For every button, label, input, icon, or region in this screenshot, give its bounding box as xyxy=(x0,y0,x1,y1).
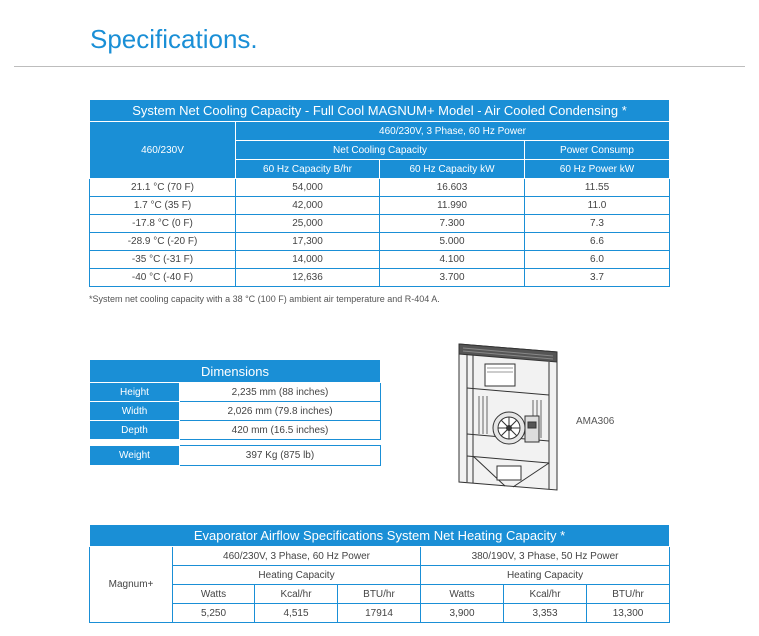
col-btu-60: BTU/hr xyxy=(338,585,421,604)
table-row xyxy=(90,215,670,233)
kw-cell: 5.000 xyxy=(380,233,525,251)
kw-cell: 7.300 xyxy=(380,215,525,233)
height-value: 2,235 mm (88 inches) xyxy=(180,383,381,402)
refrigeration-unit-illustration xyxy=(453,338,565,496)
table-row xyxy=(90,233,670,251)
cooling-row-header: 460/230V xyxy=(90,122,236,179)
watts-50-value: 3,900 xyxy=(421,604,504,623)
heating-capacity-table xyxy=(89,524,670,623)
table-row xyxy=(90,269,670,287)
model-label: AMA306 xyxy=(576,416,615,427)
btu-cell: 14,000 xyxy=(236,251,380,269)
temp-cell: -17.8 °C (0 F) xyxy=(90,215,236,233)
power-cell: 11.55 xyxy=(525,179,670,197)
header-divider xyxy=(14,66,745,67)
col-power-kw: 60 Hz Power kW xyxy=(525,160,670,179)
table-row xyxy=(90,197,670,215)
power-cell: 11.0 xyxy=(525,197,670,215)
cooling-table-title: System Net Cooling Capacity - Full Cool MAGNUM+ Model - Air Cooled Condensing * xyxy=(90,100,670,122)
width-value: 2,026 mm (79.8 inches) xyxy=(180,402,381,421)
table-row xyxy=(90,402,381,421)
heating-table-title: Evaporator Airflow Specifications System Net Heating Capacity * xyxy=(90,525,670,547)
dimensions-table xyxy=(89,359,381,440)
kw-cell: 16.603 xyxy=(380,179,525,197)
table-row xyxy=(90,421,381,440)
net-cooling-header: Net Cooling Capacity xyxy=(236,141,525,160)
table-row xyxy=(90,604,670,623)
page-title: Specifications. xyxy=(90,24,258,54)
weight-label: Weight xyxy=(90,446,180,466)
col-btu-50: BTU/hr xyxy=(587,585,670,604)
temp-cell: -28.9 °C (-20 F) xyxy=(90,233,236,251)
heating-row-header: Magnum+ xyxy=(90,547,173,623)
power-cell: 7.3 xyxy=(525,215,670,233)
power-cell: 6.0 xyxy=(525,251,670,269)
heating-capacity-60-header: Heating Capacity xyxy=(173,566,421,585)
btu-cell: 54,000 xyxy=(236,179,380,197)
btu-cell: 17,300 xyxy=(236,233,380,251)
cooling-footnote: *System net cooling capacity with a 38 °C (100 F) ambient air temperature and R-404 A. xyxy=(89,294,440,304)
power-50hz-header: 380/190V, 3 Phase, 50 Hz Power xyxy=(421,547,670,566)
col-capacity-kw: 60 Hz Capacity kW xyxy=(380,160,525,179)
weight-table xyxy=(89,445,381,466)
cooling-capacity-table xyxy=(89,99,670,287)
col-kcal-50: Kcal/hr xyxy=(504,585,587,604)
btu-cell: 42,000 xyxy=(236,197,380,215)
heating-capacity-50-header: Heating Capacity xyxy=(421,566,670,585)
dimensions-title: Dimensions xyxy=(90,360,381,383)
height-label: Height xyxy=(90,383,180,402)
width-label: Width xyxy=(90,402,180,421)
power-consump-header: Power Consump xyxy=(525,141,670,160)
temp-cell: -40 °C (-40 F) xyxy=(90,269,236,287)
col-kcal-60: Kcal/hr xyxy=(255,585,338,604)
table-row xyxy=(90,179,670,197)
temp-cell: 21.1 °C (70 F) xyxy=(90,179,236,197)
btu-cell: 25,000 xyxy=(236,215,380,233)
depth-label: Depth xyxy=(90,421,180,440)
temp-cell: 1.7 °C (35 F) xyxy=(90,197,236,215)
kcal-60-value: 4,515 xyxy=(255,604,338,623)
table-row xyxy=(90,383,381,402)
kw-cell: 3.700 xyxy=(380,269,525,287)
power-cell: 3.7 xyxy=(525,269,670,287)
depth-value: 420 mm (16.5 inches) xyxy=(180,421,381,440)
col-watts-50: Watts xyxy=(421,585,504,604)
power-cell: 6.6 xyxy=(525,233,670,251)
cooling-power-header: 460/230V, 3 Phase, 60 Hz Power xyxy=(236,122,670,141)
kcal-50-value: 3,353 xyxy=(504,604,587,623)
btu-50-value: 13,300 xyxy=(587,604,670,623)
col-capacity-btu: 60 Hz Capacity B/hr xyxy=(236,160,380,179)
kw-cell: 4.100 xyxy=(380,251,525,269)
btu-60-value: 17914 xyxy=(338,604,421,623)
table-row xyxy=(90,251,670,269)
temp-cell: -35 °C (-31 F) xyxy=(90,251,236,269)
btu-cell: 12,636 xyxy=(236,269,380,287)
weight-value: 397 Kg (875 lb) xyxy=(180,446,381,466)
col-watts-60: Watts xyxy=(173,585,255,604)
watts-60-value: 5,250 xyxy=(173,604,255,623)
power-60hz-header: 460/230V, 3 Phase, 60 Hz Power xyxy=(173,547,421,566)
kw-cell: 11.990 xyxy=(380,197,525,215)
